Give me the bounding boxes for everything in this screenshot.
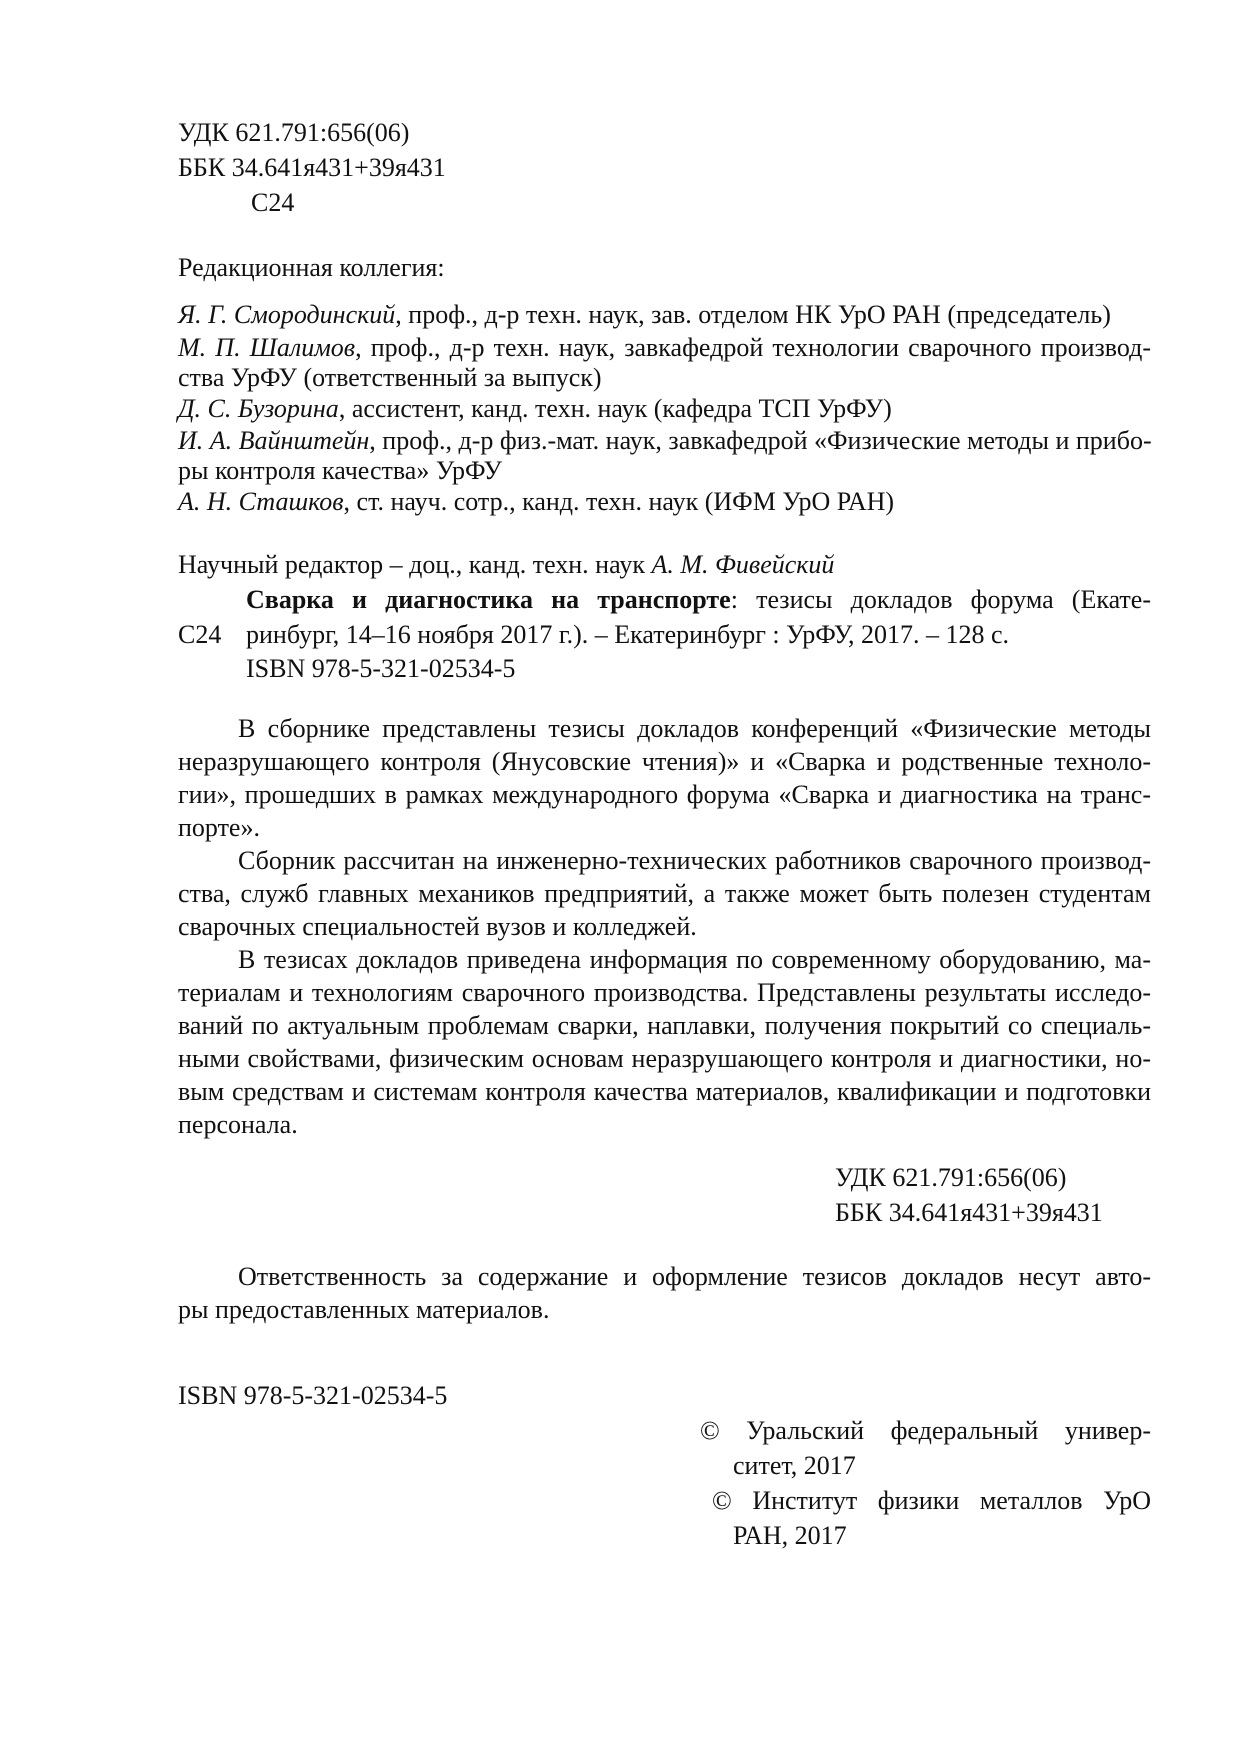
member-desc-cont: ства УрФУ (ответственный за выпуск) (178, 363, 602, 392)
member-desc: , ассистент, канд. техн. наук (кафедра ТСП УрФУ) (338, 394, 892, 423)
author-code: С24 (178, 620, 222, 649)
scientific-editor (178, 550, 834, 580)
board-member (178, 300, 1111, 330)
biblio-line-2: ринбург, 14–16 ноября 2017 г.). – Екатеринбург : УрФУ, 2017. – 128 с. (246, 620, 1009, 649)
member-name: Я. Г. Смородинский (178, 300, 396, 329)
abstract-line: порте». (178, 813, 260, 842)
udk-top: УДК 621.791:656(06) (178, 118, 410, 147)
biblio-line-1 (246, 585, 1151, 615)
bbk-bottom: ББК 34.641я431+39я431 (835, 1198, 1103, 1227)
abstract-line: гии», прошедших в рамках международного форума «Сварка и диагностика на транс- (178, 780, 1151, 809)
bbk-top: ББК 34.641я431+39я431 (178, 153, 446, 182)
copyright-urfu: © Уральский федеральный универ- (700, 1416, 1151, 1445)
udk-bottom: УДК 621.791:656(06) (835, 1163, 1067, 1192)
abstract-line: териалам и технологиям сварочного производства. Представлены результаты исследо- (178, 978, 1151, 1007)
abstract-line: неразрушающего контроля (Янусовские чтения)» и «Сварка и родственные техноло- (178, 747, 1151, 776)
member-name: М. П. Шалимов (178, 333, 356, 362)
abstract-line: ными свойствами, физическим основам неразрушающего контроля и диагностики, но- (178, 1044, 1151, 1073)
copyright-imp: © Институт физики металлов УрО (712, 1486, 1151, 1515)
copyright-imp-cont: РАН, 2017 (733, 1521, 847, 1550)
responsibility-line: Ответственность за содержание и оформление тезисов докладов несут авто- (238, 1262, 1151, 1291)
editor-name: А. М. Фивейский (651, 550, 835, 579)
member-desc: , проф., д-р физ.-мат. наук, завкафедрой «Физические методы и прибо- (369, 426, 1152, 455)
member-name: Д. С. Бузорина (178, 394, 339, 423)
member-desc: , ст. науч. сотр., канд. техн. наук (ИФМ УрО РАН) (343, 487, 895, 516)
abstract-line: ства, служб главных механиков предприятий, а также может быть полезен студентам (178, 879, 1151, 908)
biblio-rest: : тезисы докладов форума (Екате- (730, 585, 1151, 614)
member-name: А. Н. Сташков (178, 487, 344, 516)
member-name: И. А. Вайнштейн (178, 426, 370, 455)
responsibility-line: ры предоставленных материалов. (178, 1295, 550, 1324)
abstract-line: сварочных специальностей вузов и колледжей. (178, 912, 697, 941)
isbn-bottom: ISBN 978-5-321-02534-5 (178, 1381, 448, 1410)
board-member (178, 426, 1151, 456)
copyright-urfu-cont: ситет, 2017 (733, 1451, 856, 1480)
editor-label: Научный редактор – доц., канд. техн. наук (178, 550, 652, 579)
board-member (178, 394, 892, 424)
board-member (178, 487, 894, 517)
member-desc: , проф., д-р техн. наук, зав. отделом НК УрО РАН (председатель) (395, 300, 1111, 329)
abstract-line: персонала. (178, 1110, 298, 1139)
abstract-line: В тезисах докладов приведена информация по современному оборудованию, ма- (238, 945, 1151, 974)
board-member (178, 333, 1151, 363)
abstract-line: ваний по актуальным проблемам сварки, наплавки, получения покрытий со специаль- (178, 1011, 1151, 1040)
abstract-line: Сборник рассчитан на инженерно-технических работников сварочного производ- (238, 846, 1151, 875)
abstract-line: вым средствам и системам контроля качества материалов, квалификации и подготовки (178, 1077, 1151, 1106)
author-code-top: С24 (251, 188, 295, 217)
book-title: Сварка и диагностика на транспорте (246, 585, 731, 614)
member-desc: , проф., д-р техн. наук, завкафедрой технологии сварочного производ- (355, 333, 1151, 362)
biblio-isbn: ISBN 978-5-321-02534-5 (246, 654, 516, 683)
member-desc-cont: ры контроля качества» УрФУ (178, 456, 502, 485)
abstract-line: В сборнике представлены тезисы докладов конференций «Физические методы (238, 714, 1151, 743)
board-heading: Редакционная коллегия: (178, 253, 445, 282)
